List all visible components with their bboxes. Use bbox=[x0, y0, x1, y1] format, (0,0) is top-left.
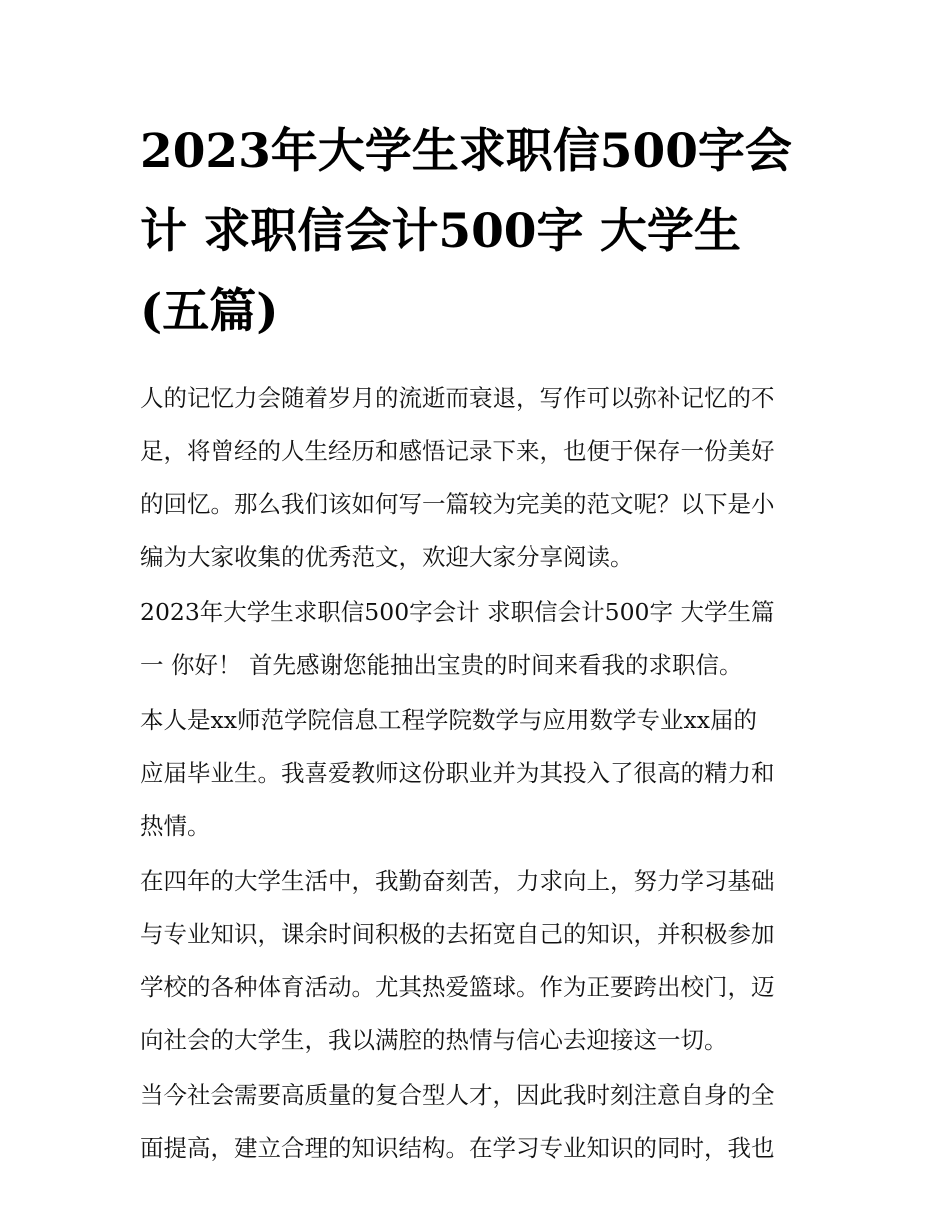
text-line: 的回忆。那么我们该如何写一篇较为完美的范文呢？以下是小 bbox=[140, 490, 775, 518]
body-paragraph bbox=[140, 1069, 812, 1175]
text-line: 足，将曾经的人生经历和感悟记录下来，也便于保存一份美好 bbox=[140, 437, 775, 465]
text-line: 本人是xx师范学院信息工程学院数学与应用数学专业xx届的 bbox=[140, 706, 758, 734]
text-line: 向社会的大学生，我以满腔的热情与信心去迎接这一切。 bbox=[140, 1026, 728, 1054]
text-line: 应届毕业生。我喜爱教师这份职业并为其投入了很高的精力和 bbox=[140, 759, 775, 787]
title-line: (五篇) bbox=[140, 284, 279, 339]
text-line: 一 你好！ 首先感谢您能抽出宝贵的时间来看我的求职信。 bbox=[140, 651, 743, 679]
intro-paragraph bbox=[140, 372, 812, 584]
text-line: 人的记忆力会随着岁月的流逝而衰退，写作可以弥补记忆的不 bbox=[140, 384, 775, 412]
document-title bbox=[140, 112, 812, 352]
text-line: 2023年大学生求职信500字会计 求职信会计500字 大学生篇 bbox=[140, 598, 775, 626]
title-line: 计 求职信会计500字 大学生 bbox=[140, 204, 741, 259]
text-line: 学校的各种体育活动。尤其热爱篮球。作为正要跨出校门，迈 bbox=[140, 973, 775, 1001]
text-line: 与专业知识，课余时间积极的去拓宽自己的知识，并积极参加 bbox=[140, 920, 775, 948]
text-line: 当今社会需要高质量的复合型人才，因此我时刻注意自身的全 bbox=[140, 1081, 775, 1109]
body-paragraph bbox=[140, 694, 812, 853]
text-line: 在四年的大学生活中，我勤奋刻苦，力求向上，努力学习基础 bbox=[140, 867, 775, 895]
text-line: 热情。 bbox=[140, 812, 211, 840]
document-body bbox=[140, 112, 812, 1177]
title-line: 2023年大学生求职信500字会 bbox=[140, 124, 792, 179]
text-line: 面提高，建立合理的知识结构。在学习专业知识的同时，我也 bbox=[140, 1134, 775, 1162]
section-heading-paragraph bbox=[140, 586, 812, 692]
body-paragraph bbox=[140, 855, 812, 1067]
text-line: 编为大家收集的优秀范文，欢迎大家分享阅读。 bbox=[140, 543, 634, 571]
